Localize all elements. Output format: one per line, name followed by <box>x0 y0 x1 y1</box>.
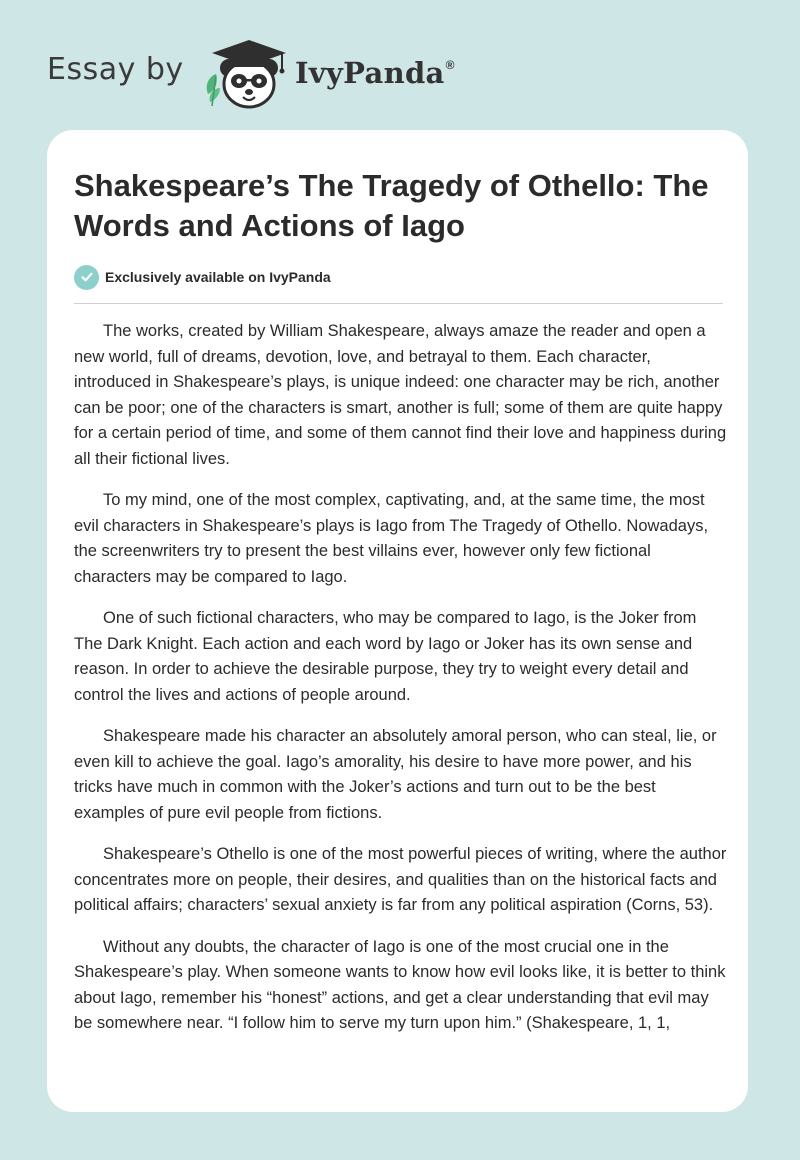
essay-body <box>74 319 728 1053</box>
paragraph: One of such fictional characters, who may be compared to Iago, is the Joker from The Dark Knight. Each action and each word by Iago or Joker has its own sense and reason. In order to achieve the desirable purpose, they try to weight every detail and control the lives and actions of people around. <box>74 609 697 704</box>
exclusive-badge-label: Exclusively available on IvyPanda <box>105 269 331 285</box>
paragraph: To my mind, one of the most complex, captivating, and, at the same time, the most evil characters in Shakespeare’s plays is Iago from The Tragedy of Othello. Nowadays, the screenwriters try to present the best villains ever, however only few fictional characters may be compared to Iago. <box>74 491 709 586</box>
essay-title: Shakespeare’s The Tragedy of Othello: The Words and Actions of Iago <box>74 168 709 243</box>
panda-logo-icon[interactable] <box>202 36 294 110</box>
exclusive-badge <box>74 264 331 290</box>
paragraph: Shakespeare made his character an absolutely amoral person, who can steal, lie, or even kill to achieve the goal. Iago’s amorality, his desire to have more power, and his tricks have much in common with the Joker’s actions and turn out to be the best examples of pure evil people from fictions. <box>74 727 717 822</box>
paragraph: Without any doubts, the character of Iago is one of the most crucial one in the Shakespeare’s play. When someone wants to know how evil looks like, it is better to think about Iago, remember his “honest” actions, and get a clear understanding that evil may be somewhere near. “I follow him to serve my turn upon him.” (Shakespeare, 1, 1, <box>74 937 726 1032</box>
registered-mark: ® <box>445 58 455 72</box>
divider <box>74 303 723 304</box>
brand-name[interactable]: IvyPanda® <box>295 56 455 90</box>
site-header <box>47 34 507 114</box>
check-icon <box>74 265 99 290</box>
essay-by-label: Essay by <box>47 52 184 87</box>
essay-card <box>47 130 748 1112</box>
paragraph: Shakespeare’s Othello is one of the most powerful pieces of writing, where the author concentrates more on people, their desires, and qualities than on the historical facts and political affairs; characters’ sexual anxiety is far from any political aspiration (Corns, 53). <box>74 845 727 914</box>
paragraph: The works, created by William Shakespeare, always amaze the reader and open a new world, full of dreams, devotion, love, and betrayal to them. Each character, introduced in Shakespeare’s plays, is unique indeed: one character may be rich, another can be poor; one of the characters is smart, another is full; some of them are quite happy for a certain period of time, and some of them cannot find their love and happiness during all their fictional lives. <box>74 322 727 468</box>
